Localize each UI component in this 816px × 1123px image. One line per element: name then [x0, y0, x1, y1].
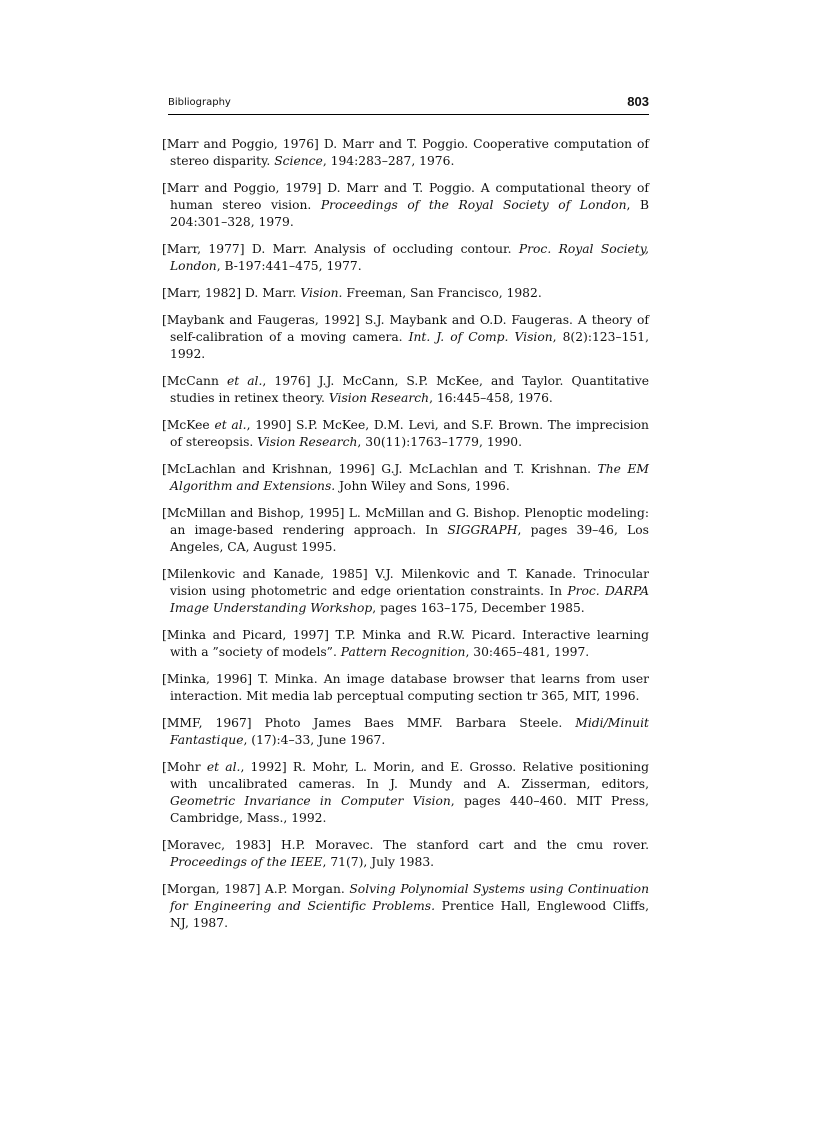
- reference-body-part-italic: Vision Research: [257, 435, 358, 449]
- reference-entry: [162, 285, 649, 302]
- reference-label: [McCann et al., 1976]: [162, 374, 319, 388]
- reference-entry: [162, 312, 649, 363]
- reference-body: [245, 286, 542, 300]
- reference-body-part-text: D. Marr and T. Poggio. A computational theory of human stereo vision.: [170, 181, 649, 212]
- reference-body-part-italic: Pattern Recognition: [340, 645, 466, 659]
- reference-label: [Marr and Poggio, 1976]: [162, 137, 324, 151]
- reference-body-part-text: D. Marr. Analysis of occluding contour.: [251, 242, 519, 256]
- reference-body-part-text: , 16:445–458, 1976.: [429, 391, 553, 405]
- reference-label: [MMF, 1967]: [162, 716, 265, 730]
- reference-body-part-italic: Vision.: [300, 286, 343, 300]
- reference-label-part-italic: et al.: [206, 760, 241, 774]
- reference-body-part-text: H.P. Moravec. The stanford cart and the cmu rover.: [280, 838, 649, 852]
- reference-body-part-text: A.P. Morgan.: [264, 882, 350, 896]
- reference-label: [Minka and Picard, 1997]: [162, 628, 336, 642]
- reference-entry: [162, 627, 649, 661]
- reference-body-part-italic: Solving Polynomial Systems using Continuation for Engineering and Scientific Problems.: [170, 882, 650, 913]
- reference-label-part-text: , 1990: [246, 418, 287, 432]
- reference-label: [Maybank and Faugeras, 1992]: [162, 313, 365, 327]
- reference-entry: [162, 881, 649, 932]
- reference-entry: [162, 671, 649, 705]
- reference-body-part-italic: Vision Research: [328, 391, 430, 405]
- reference-body-part-italic: The EM Algorithm and Extensions.: [170, 462, 649, 493]
- reference-body-part-text: Photo James Baes MMF. Barbara Steele.: [264, 716, 576, 730]
- reference-label: [Moravec, 1983]: [162, 838, 281, 852]
- page-header: [168, 94, 649, 115]
- reference-body-part-italic: Proc. Royal Society, London: [170, 242, 649, 273]
- reference-label-part-text: , 1976: [262, 374, 306, 388]
- reference-entry: [162, 373, 649, 407]
- reference-label-part-italic: et al.: [226, 374, 263, 388]
- reference-body-part-text: S.J. Maybank and O.D. Faugeras. A theory of self-calibration of a moving camera.: [170, 313, 649, 344]
- reference-body-part-text: T. Minka. An image database browser that learns from user interaction. Mit media lab perceptual computing section tr 365, MIT, 1996.: [170, 672, 649, 703]
- reference-label-part-text: , 1992: [240, 760, 282, 774]
- reference-label-part-text: Mohr: [166, 760, 207, 774]
- reference-body-part-text: John Wiley and Sons, 1996.: [335, 479, 510, 493]
- reference-body-part-text: , pages 39–46, Los Angeles, CA, August 1995.: [170, 523, 649, 554]
- reference-entry: [162, 837, 649, 871]
- reference-label-part-text: McKee: [166, 418, 215, 432]
- reference-body-part-text: T.P. Minka and R.W. Picard. Interactive learning with a ”society of models”.: [170, 628, 649, 659]
- reference-body-part-text: , 71(7), July 1983.: [322, 855, 435, 869]
- reference-entry: [162, 417, 649, 451]
- reference-body-part-italic: SIGGRAPH: [447, 523, 518, 537]
- reference-body-part-text: , (17):4–33, June 1967.: [243, 733, 386, 747]
- reference-label: [Minka, 1996]: [162, 672, 259, 686]
- reference-body-part-text: , 194:283–287, 1976.: [322, 154, 455, 168]
- reference-label: [Marr, 1977]: [162, 242, 252, 256]
- reference-body-part-text: , 30(11):1763–1779, 1990.: [357, 435, 523, 449]
- reference-label: [Marr and Poggio, 1979]: [162, 181, 328, 195]
- reference-entry: [162, 566, 649, 617]
- reference-entry: [162, 241, 649, 275]
- reference-label-part-text: McCann: [166, 374, 227, 388]
- reference-body-part-text: , B 204:301–328, 1979.: [170, 198, 649, 229]
- reference-body-part-text: D. Marr and T. Poggio. Cooperative computation of stereo disparity.: [170, 137, 649, 168]
- reference-body-part-text: , pages 163–175, December 1985.: [372, 601, 585, 615]
- reference-label: [McMillan and Bishop, 1995]: [162, 506, 349, 520]
- reference-body-part-text: , pages 440–460. MIT Press, Cambridge, Mass., 1992.: [170, 794, 649, 825]
- reference-entry: [162, 759, 649, 827]
- running-head: Bibliography: [168, 97, 231, 108]
- reference-body-part-italic: Int. J. of Comp. Vision: [408, 330, 553, 344]
- reference-entry: [162, 136, 649, 170]
- reference-body-part-italic: Proc. DARPA Image Understanding Workshop: [170, 584, 649, 615]
- reference-body-part-italic: Science: [274, 154, 323, 168]
- reference-label: [Mohr et al., 1992]: [162, 760, 293, 774]
- reference-body-part-text: , B-197:441–475, 1977.: [216, 259, 362, 273]
- reference-entry: [162, 180, 649, 231]
- reference-body-part-text: J.J. McCann, S.P. McKee, and Taylor. Quantitative studies in retinex theory.: [170, 374, 649, 405]
- reference-body-part-italic: Geometric Invariance in Computer Vision: [170, 794, 451, 808]
- reference-label: [Morgan, 1987]: [162, 882, 265, 896]
- reference-entry: [162, 715, 649, 749]
- reference-entry: [162, 505, 649, 556]
- reference-body-part-text: G.J. McLachlan and T. Krishnan.: [381, 462, 598, 476]
- reference-label: [McKee et al., 1990]: [162, 418, 297, 432]
- reference-body-part-italic: Midi/Minuit Fantastique: [170, 716, 649, 747]
- reference-label: [Marr, 1982]: [162, 286, 245, 300]
- reference-body-part-italic: Proceedings of the Royal Society of London: [320, 198, 627, 212]
- reference-body-part-text: R. Mohr, L. Morin, and E. Grosso. Relative positioning with uncalibrated cameras. In J. Mundy and A. Zisserman, editors,: [170, 760, 649, 791]
- reference-label: [Milenkovic and Kanade, 1985]: [162, 567, 376, 581]
- reference-body-part-text: Prentice Hall, Englewood Cliffs, NJ, 1987.: [170, 899, 649, 930]
- reference-label: [McLachlan and Krishnan, 1996]: [162, 462, 382, 476]
- reference-body-part-text: D. Marr.: [244, 286, 301, 300]
- reference-label-part-italic: et al.: [214, 418, 247, 432]
- page-number: 803: [627, 94, 649, 109]
- reference-body-part-text: V.J. Milenkovic and T. Kanade. Trinocular vision using photometric and edge orientation constraints. In: [170, 567, 649, 598]
- reference-body-part-text: , 30:465–481, 1997.: [465, 645, 590, 659]
- reference-body-part-text: L. McMillan and G. Bishop. Plenoptic modeling: an image-based rendering approach. In: [170, 506, 649, 537]
- bibliography-list: [162, 136, 649, 942]
- reference-body-part-text: S.P. McKee, D.M. Levi, and S.F. Brown. The imprecision of stereopsis.: [170, 418, 649, 449]
- reference-body-part-italic: Proceedings of the IEEE: [170, 855, 323, 869]
- reference-body-part-text: , 8(2):123–151, 1992.: [170, 330, 649, 361]
- reference-entry: [162, 461, 649, 495]
- reference-body-part-text: Freeman, San Francisco, 1982.: [342, 286, 542, 300]
